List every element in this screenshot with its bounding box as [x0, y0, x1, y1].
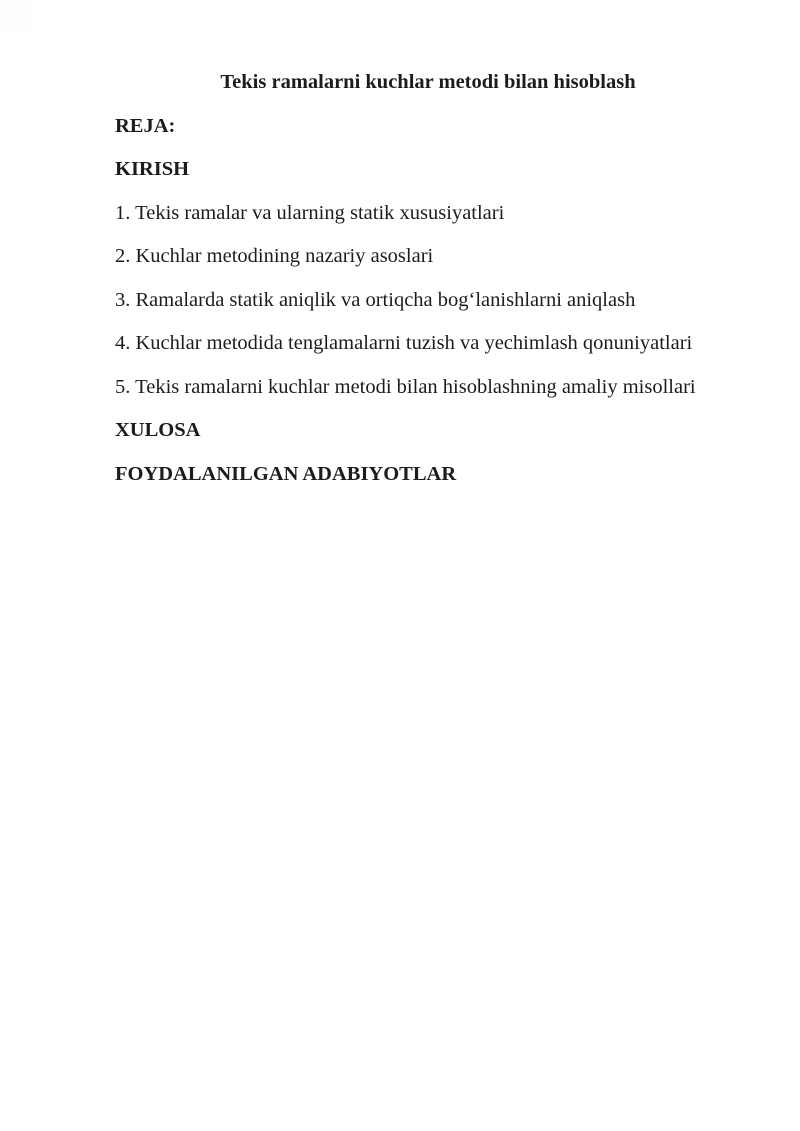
- heading-reja: REJA:: [115, 114, 176, 137]
- outline-item-4: 4. Kuchlar metodida tenglamalarni tuzish va yechimlash qonuniyatlari: [115, 332, 693, 354]
- corner-artifact: [0, 0, 33, 33]
- heading-references: FOYDALANILGAN ADABIYOTLAR: [115, 462, 457, 485]
- outline-item-2: 2. Kuchlar metodining nazariy asoslari: [115, 245, 434, 267]
- outline-item-3: 3. Ramalarda statik aniqlik va ortiqcha bog‘lanishlarni aniqlash: [115, 288, 636, 311]
- outline-item-5: 5. Tekis ramalarni kuchlar metodi bilan hisoblashning amaliy misollari: [115, 375, 696, 398]
- heading-xulosa: XULOSA: [115, 419, 201, 441]
- heading-kirish: KIRISH: [115, 158, 190, 180]
- page-title: Tekis ramalarni kuchlar metodi bilan hisoblash: [220, 71, 636, 93]
- outline-item-1: 1. Tekis ramalar va ularning statik xususiyatlari: [115, 201, 505, 224]
- document-body: [0, 0, 800, 496]
